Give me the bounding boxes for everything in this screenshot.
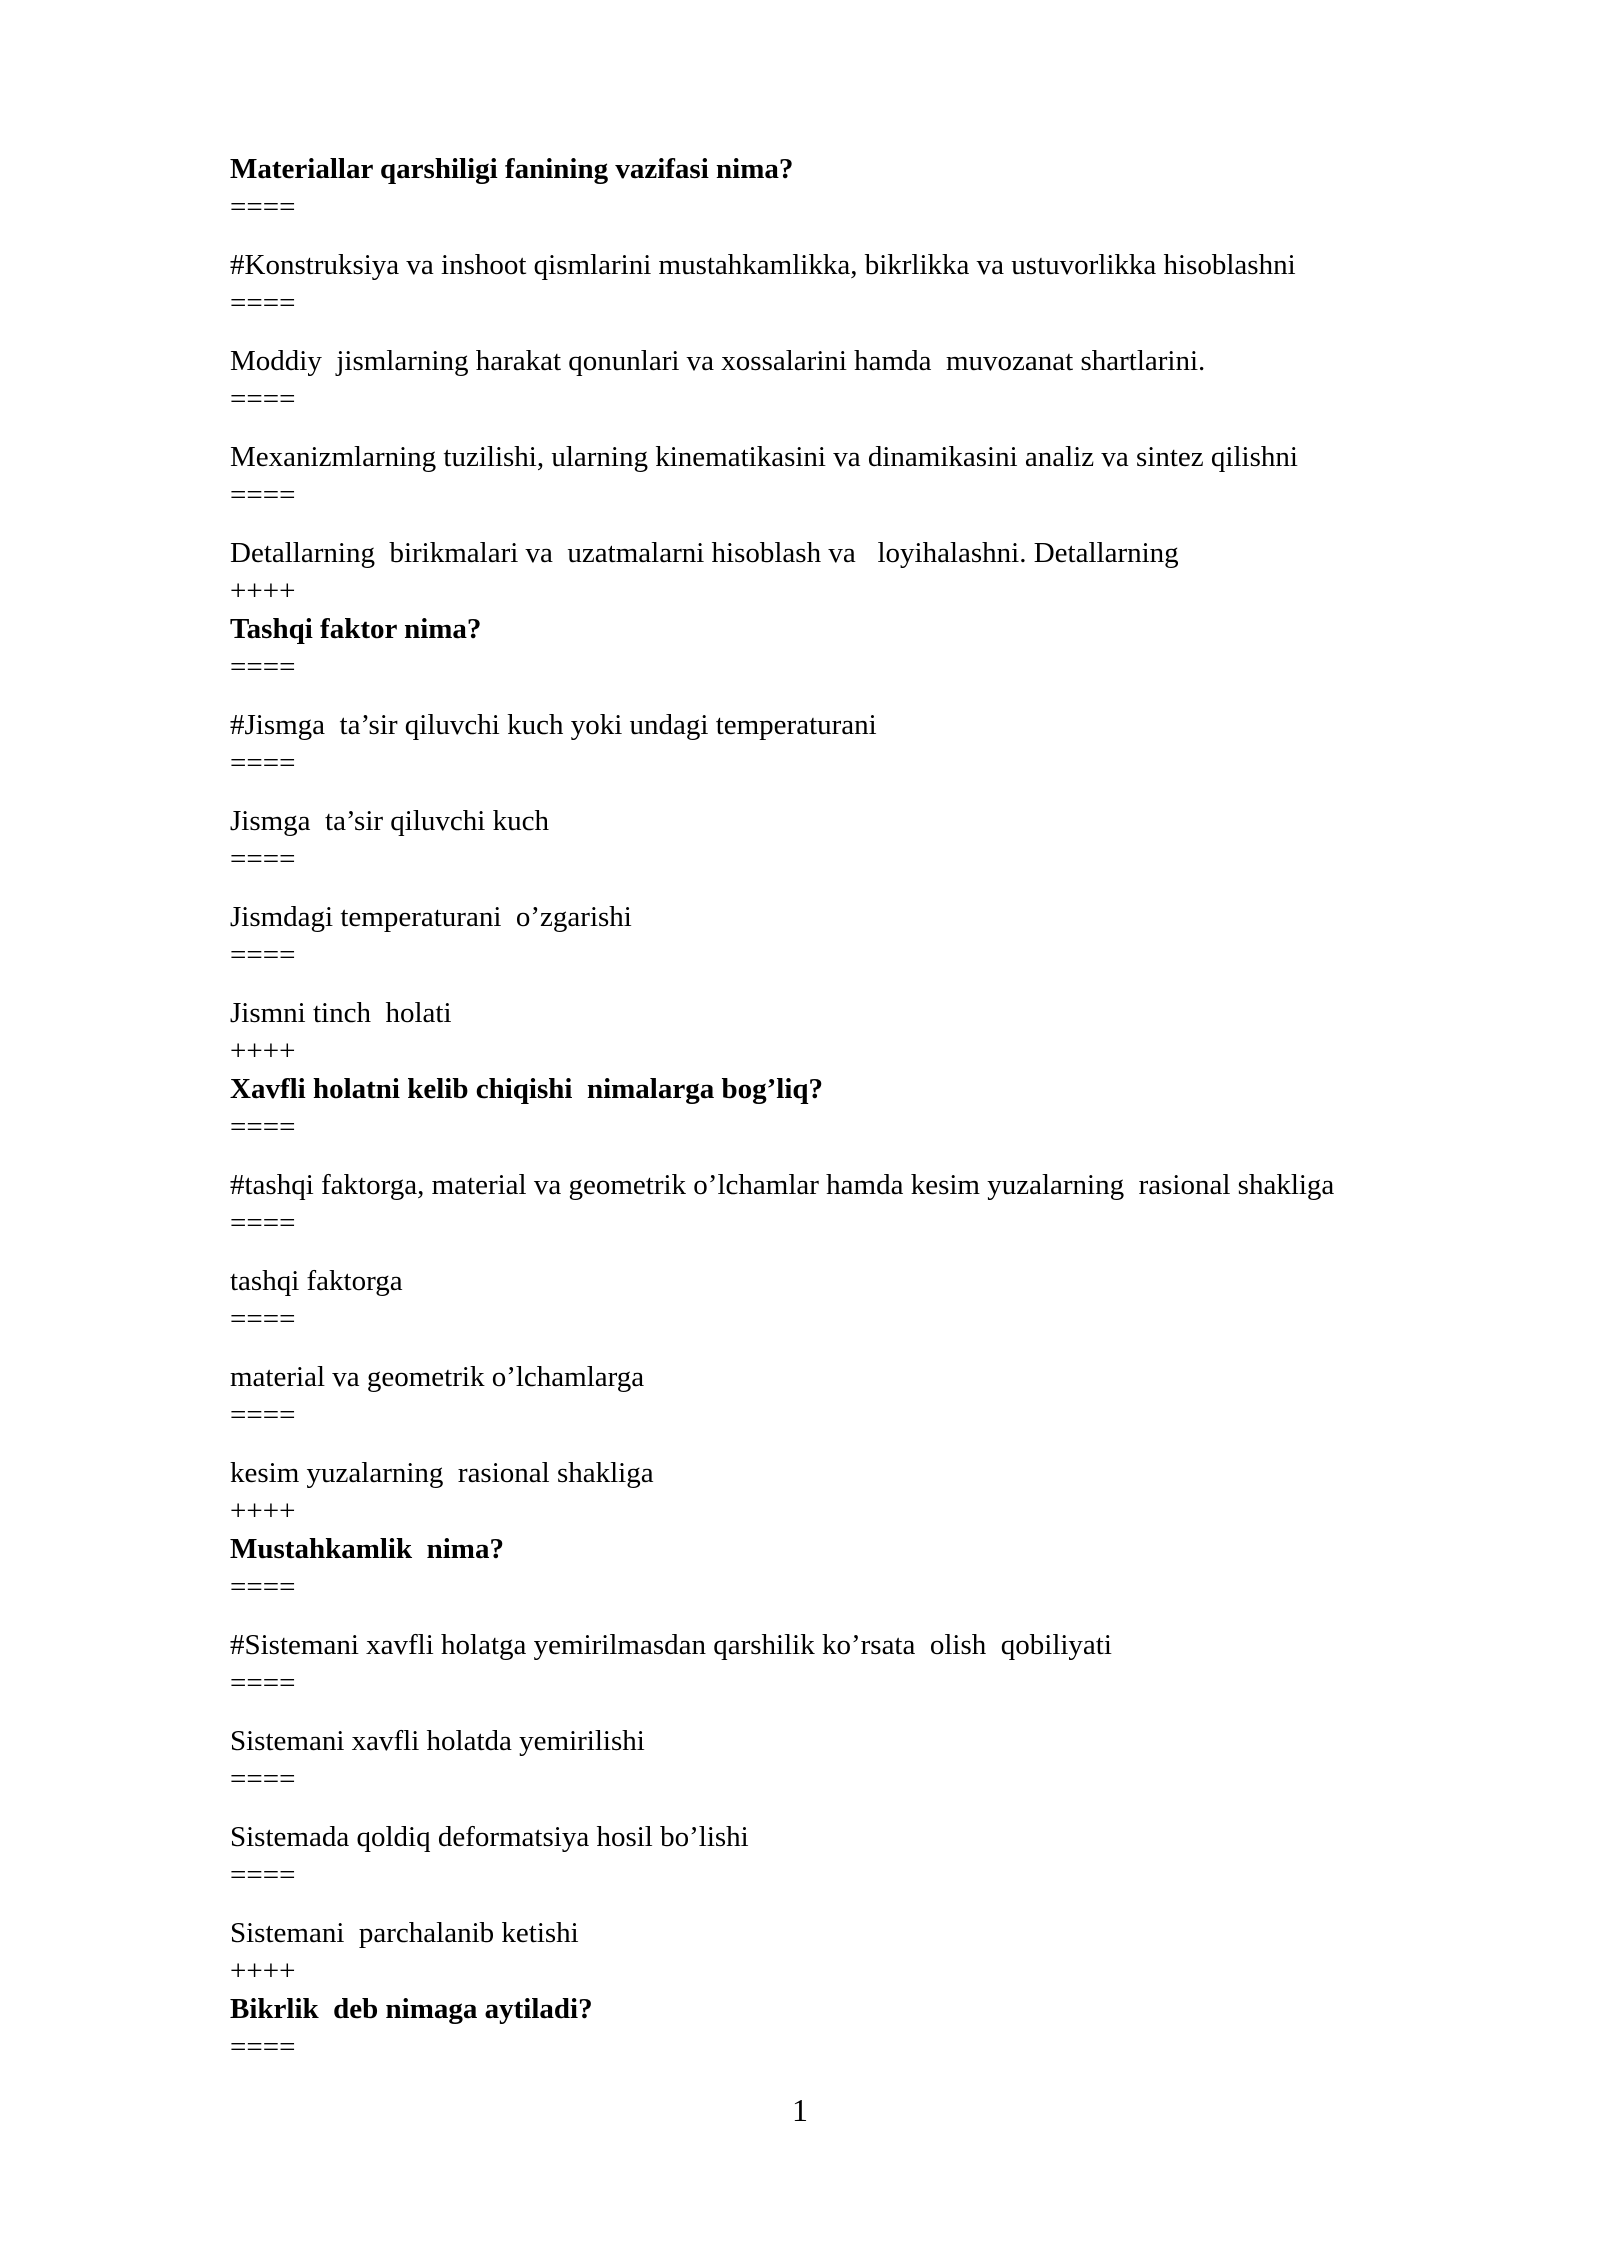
- separator-line: ====: [230, 747, 296, 779]
- answer-option: Sistemada qoldiq deformatsiya hosil bo’lishi: [230, 1821, 749, 1853]
- answer-option: Detallarning birikmalari va uzatmalarni hisoblash va loyihalashni. Detallarning: [230, 537, 1179, 569]
- question-text: Materiallar qarshiligi fanining vazifasi nima?: [230, 153, 794, 185]
- blank-line: [230, 1606, 1530, 1626]
- answer-option: kesim yuzalarning rasional shakliga: [230, 1457, 654, 1489]
- blank-line: [230, 1894, 1530, 1914]
- answer-option: #Konstruksiya va inshoot qismlarini mustahkamlikka, bikrlikka va ustuvorlikka hisoblashni: [230, 249, 1296, 281]
- separator-line: ====: [230, 1303, 296, 1335]
- separator-line: ====: [230, 1399, 296, 1431]
- answer-option: Mexanizmlarning tuzilishi, ularning kinematikasini va dinamikasini analiz va sintez qilishni: [230, 441, 1298, 473]
- blank-line: [230, 1242, 1530, 1262]
- question-end-marker: ++++: [230, 1495, 296, 1527]
- separator-line: ====: [230, 191, 296, 223]
- separator-line: ====: [230, 1571, 296, 1603]
- separator-line: ====: [230, 1207, 296, 1239]
- blank-line: [230, 686, 1530, 706]
- document-body: [230, 150, 1530, 2066]
- page-number: 1: [792, 2092, 808, 2128]
- separator-line: ====: [230, 1111, 296, 1143]
- answer-option: Jismni tinch holati: [230, 997, 452, 1029]
- question-text: Mustahkamlik nima?: [230, 1533, 504, 1565]
- separator-line: ====: [230, 1667, 296, 1699]
- blank-line: [230, 1434, 1530, 1454]
- answer-option: Jismga ta’sir qiluvchi kuch: [230, 805, 549, 837]
- separator-line: ====: [230, 1763, 296, 1795]
- blank-line: [230, 1702, 1530, 1722]
- separator-line: ====: [230, 287, 296, 319]
- answer-option: Sistemani parchalanib ketishi: [230, 1917, 579, 1949]
- question-text: Xavfli holatni kelib chiqishi nimalarga bog’liq?: [230, 1073, 823, 1105]
- answer-option: Moddiy jismlarning harakat qonunlari va xossalarini hamda muvozanat shartlarini.: [230, 345, 1206, 377]
- separator-line: ====: [230, 2031, 296, 2063]
- separator-line: ====: [230, 1859, 296, 1891]
- blank-line: [230, 1146, 1530, 1166]
- separator-line: ====: [230, 479, 296, 511]
- separator-line: ====: [230, 939, 296, 971]
- answer-option: #Sistemani xavfli holatga yemirilmasdan qarshilik ko’rsata olish qobiliyati: [230, 1629, 1112, 1661]
- blank-line: [230, 322, 1530, 342]
- blank-line: [230, 1338, 1530, 1358]
- answer-option: Jismdagi temperaturani o’zgarishi: [230, 901, 632, 933]
- separator-line: ====: [230, 383, 296, 415]
- blank-line: [230, 1798, 1530, 1818]
- answer-option: Sistemani xavfli holatda yemirilishi: [230, 1725, 645, 1757]
- blank-line: [230, 226, 1530, 246]
- answer-option: #Jismga ta’sir qiluvchi kuch yoki undagi temperaturani: [230, 709, 877, 741]
- blank-line: [230, 878, 1530, 898]
- blank-line: [230, 418, 1530, 438]
- question-end-marker: ++++: [230, 1955, 296, 1987]
- answer-option: material va geometrik o’lchamlarga: [230, 1361, 645, 1393]
- question-text: Bikrlik deb nimaga aytiladi?: [230, 1993, 593, 2025]
- separator-line: ====: [230, 651, 296, 683]
- answer-option: #tashqi faktorga, material va geometrik o’lchamlar hamda kesim yuzalarning rasional shakliga: [230, 1169, 1335, 1201]
- question-text: Tashqi faktor nima?: [230, 613, 482, 645]
- blank-line: [230, 974, 1530, 994]
- blank-line: [230, 514, 1530, 534]
- question-end-marker: ++++: [230, 1035, 296, 1067]
- answer-option: tashqi faktorga: [230, 1265, 403, 1297]
- separator-line: ====: [230, 843, 296, 875]
- question-end-marker: ++++: [230, 575, 296, 607]
- blank-line: [230, 782, 1530, 802]
